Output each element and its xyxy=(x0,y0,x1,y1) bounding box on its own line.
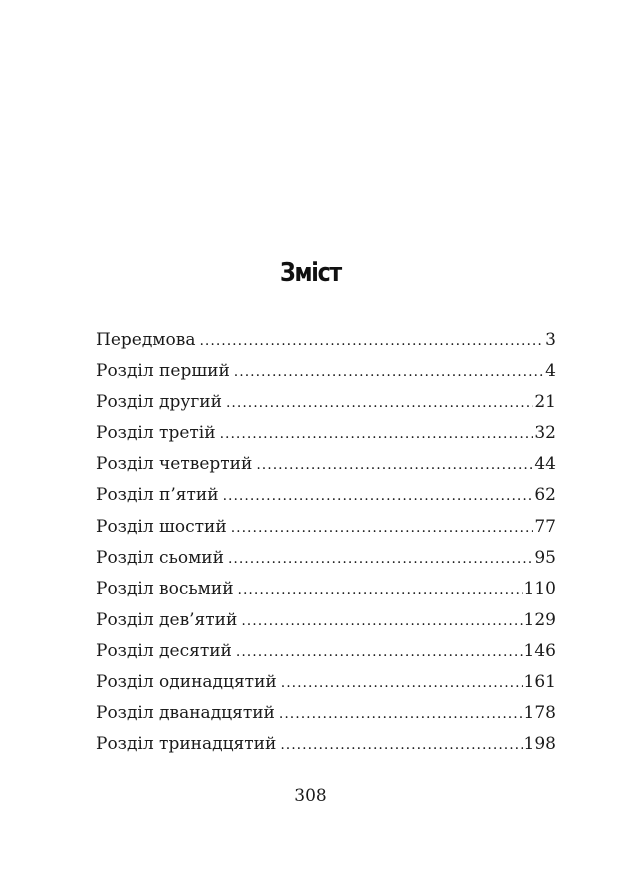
toc-entry[interactable] xyxy=(96,641,556,672)
toc-entry[interactable] xyxy=(96,361,556,392)
toc-entry[interactable] xyxy=(96,610,556,641)
dot-leader xyxy=(241,613,522,629)
toc-entry-label: Розділ п’ятий xyxy=(96,485,219,506)
dot-leader xyxy=(199,333,544,349)
toc-entry-page: 44 xyxy=(534,454,556,475)
table-of-contents xyxy=(96,330,556,765)
toc-entry-page: 161 xyxy=(523,672,556,693)
toc-entry-label: Розділ шостий xyxy=(96,516,227,537)
dot-leader xyxy=(220,426,534,442)
toc-entry[interactable] xyxy=(96,485,556,516)
page-title: Зміст xyxy=(280,258,341,288)
toc-entry-label: Розділ третій xyxy=(96,423,216,444)
toc-entry-page: 95 xyxy=(534,547,556,568)
toc-entry-label: Розділ восьмий xyxy=(96,578,234,599)
toc-entry[interactable] xyxy=(96,454,556,485)
toc-entry[interactable] xyxy=(96,423,556,454)
dot-leader xyxy=(223,488,534,504)
toc-entry[interactable] xyxy=(96,672,556,703)
page-number: 308 xyxy=(294,786,327,806)
toc-entry-page: 3 xyxy=(545,330,556,350)
dot-leader xyxy=(281,675,523,691)
dot-leader xyxy=(280,737,522,753)
toc-entry[interactable] xyxy=(96,392,556,423)
toc-entry[interactable] xyxy=(96,517,556,548)
dot-leader xyxy=(236,644,523,660)
dot-leader xyxy=(228,551,533,567)
toc-entry-label: Розділ дванадцятий xyxy=(96,703,275,724)
toc-entry[interactable] xyxy=(96,548,556,579)
toc-entry-page: 198 xyxy=(523,734,556,755)
dot-leader xyxy=(256,457,533,473)
toc-entry-page: 178 xyxy=(523,703,556,724)
toc-entry[interactable] xyxy=(96,703,556,734)
toc-entry-page: 146 xyxy=(523,640,556,661)
toc-entry-page: 110 xyxy=(523,578,556,599)
toc-entry[interactable] xyxy=(96,330,556,361)
toc-entry-label: Розділ тринадцятий xyxy=(96,734,277,755)
toc-entry-page: 62 xyxy=(534,485,556,506)
dot-leader xyxy=(226,395,533,411)
toc-entry-label: Розділ другий xyxy=(96,392,222,413)
toc-entry-page: 77 xyxy=(534,516,556,537)
toc-entry-page: 21 xyxy=(534,392,556,413)
toc-entry-label: Розділ дев’ятий xyxy=(96,609,238,630)
toc-entry[interactable] xyxy=(96,734,556,765)
toc-entry-label: Розділ одинадцятий xyxy=(96,672,277,693)
dot-leader xyxy=(234,364,544,380)
toc-entry-label: Розділ десятий xyxy=(96,640,232,661)
toc-entry-page: 129 xyxy=(523,609,556,630)
dot-leader xyxy=(231,520,534,536)
toc-entry-page: 4 xyxy=(545,361,556,382)
toc-entry-page: 32 xyxy=(534,423,556,444)
toc-entry[interactable] xyxy=(96,579,556,610)
dot-leader xyxy=(238,582,523,598)
toc-entry-label: Розділ сьомий xyxy=(96,547,224,568)
toc-entry-label: Розділ перший xyxy=(96,361,230,382)
toc-entry-label: Розділ четвертий xyxy=(96,454,253,475)
toc-entry-label: Передмова xyxy=(96,330,196,350)
dot-leader xyxy=(279,706,523,722)
